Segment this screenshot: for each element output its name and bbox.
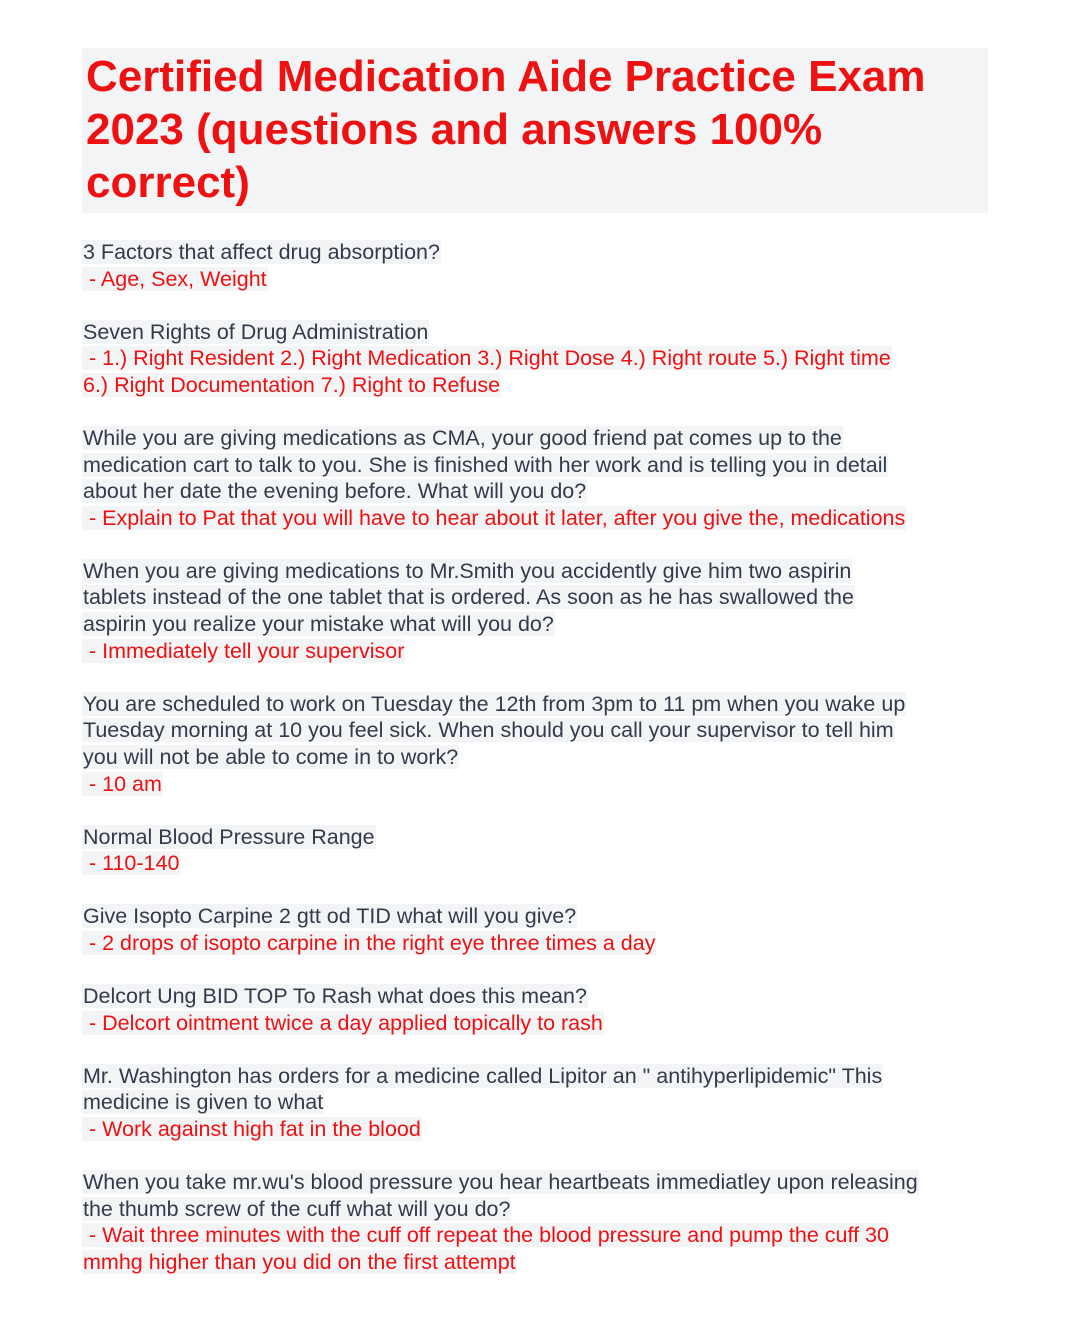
answer-line bbox=[82, 1222, 988, 1249]
answer-line bbox=[82, 930, 988, 957]
answer-line bbox=[82, 266, 988, 293]
question-text: medicine is given to what bbox=[83, 1090, 324, 1115]
question-line bbox=[82, 1089, 988, 1116]
qa-item bbox=[82, 824, 988, 877]
answer-line bbox=[82, 1010, 988, 1037]
qa-item bbox=[82, 903, 988, 956]
answer-text: - Immediately tell your supervisor bbox=[83, 638, 405, 663]
question-line bbox=[82, 319, 988, 346]
question-line bbox=[82, 717, 988, 744]
answer-text: - 2 drops of isopto carpine in the right eye three times a day bbox=[83, 930, 656, 955]
question-text: Tuesday morning at 10 you feel sick. When should you call your supervisor to tell him bbox=[83, 718, 894, 743]
question-line bbox=[82, 903, 988, 930]
answer-line bbox=[82, 372, 988, 399]
title-block bbox=[82, 48, 988, 213]
qa-item bbox=[82, 319, 988, 399]
document-page bbox=[82, 48, 988, 1302]
question-text: Seven Rights of Drug Administration bbox=[83, 319, 429, 344]
question-line bbox=[82, 744, 988, 771]
answer-text: - Work against high fat in the blood bbox=[83, 1116, 421, 1141]
question-text: tablets instead of the one tablet that is ordered. As soon as he has swallowed the bbox=[83, 585, 854, 610]
question-text: Mr. Washington has orders for a medicine called Lipitor an " antihyperlipidemic" This bbox=[83, 1063, 883, 1088]
question-line bbox=[82, 1063, 988, 1090]
question-text: Normal Blood Pressure Range bbox=[83, 824, 375, 849]
answer-line bbox=[82, 1116, 988, 1143]
question-text: medication cart to talk to you. She is finished with her work and is telling you in detail bbox=[83, 452, 888, 477]
document-title bbox=[86, 50, 982, 209]
question-text: You are scheduled to work on Tuesday the 12th from 3pm to 11 pm when you wake up bbox=[83, 691, 906, 716]
question-text: about her date the evening before. What will you do? bbox=[83, 479, 587, 504]
qa-item bbox=[82, 1169, 988, 1275]
qa-item bbox=[82, 425, 988, 531]
question-line bbox=[82, 1169, 988, 1196]
question-line bbox=[82, 558, 988, 585]
question-text: Delcort Ung BID TOP To Rash what does this mean? bbox=[83, 983, 587, 1008]
answer-text: - Wait three minutes with the cuff off repeat the blood pressure and pump the cuff 30 bbox=[83, 1223, 889, 1248]
question-line bbox=[82, 691, 988, 718]
qa-item bbox=[82, 983, 988, 1036]
title-line: correct) bbox=[86, 158, 250, 207]
answer-text: - Explain to Pat that you will have to hear about it later, after you give the, medications bbox=[83, 505, 906, 530]
question-line bbox=[82, 1196, 988, 1223]
answer-text: - 1.) Right Resident 2.) Right Medication 3.) Right Dose 4.) Right route 5.) Right time bbox=[83, 346, 891, 371]
title-line: 2023 (questions and answers 100% bbox=[86, 105, 823, 154]
answer-line bbox=[82, 638, 988, 665]
qa-item bbox=[82, 691, 988, 797]
title-line: Certified Medication Aide Practice Exam bbox=[86, 52, 926, 101]
question-text: the thumb screw of the cuff what will you do? bbox=[83, 1196, 511, 1221]
question-line bbox=[82, 478, 988, 505]
question-text: 3 Factors that affect drug absorption? bbox=[83, 240, 440, 264]
answer-text: mmhg higher than you did on the first attempt bbox=[83, 1249, 516, 1274]
question-line bbox=[82, 239, 988, 266]
question-text: While you are giving medications as CMA, your good friend pat comes up to the bbox=[83, 425, 842, 450]
question-line bbox=[82, 824, 988, 851]
answer-text: - Age, Sex, Weight bbox=[83, 266, 267, 291]
answer-text: - 110-140 bbox=[83, 851, 180, 876]
qa-item bbox=[82, 558, 988, 664]
answer-line bbox=[82, 771, 988, 798]
question-text: When you are giving medications to Mr.Smith you accidently give him two aspirin bbox=[83, 558, 852, 583]
answer-line bbox=[82, 505, 988, 532]
question-text: Give Isopto Carpine 2 gtt od TID what will you give? bbox=[83, 904, 577, 929]
question-line bbox=[82, 584, 988, 611]
question-line bbox=[82, 611, 988, 638]
answer-text: - Delcort ointment twice a day applied topically to rash bbox=[83, 1010, 603, 1035]
answer-line bbox=[82, 1249, 988, 1276]
answer-text: - 10 am bbox=[83, 771, 162, 796]
answer-line bbox=[82, 850, 988, 877]
answer-line bbox=[82, 345, 988, 372]
qa-list bbox=[82, 239, 988, 1275]
qa-item bbox=[82, 239, 988, 292]
question-line bbox=[82, 983, 988, 1010]
question-line bbox=[82, 425, 988, 452]
qa-item bbox=[82, 1063, 988, 1143]
question-text: When you take mr.wu's blood pressure you hear heartbeats immediatley upon releasing bbox=[83, 1169, 918, 1194]
question-line bbox=[82, 452, 988, 479]
question-text: you will not be able to come in to work? bbox=[83, 744, 459, 769]
answer-text: 6.) Right Documentation 7.) Right to Refuse bbox=[83, 372, 501, 397]
question-text: aspirin you realize your mistake what will you do? bbox=[83, 612, 554, 637]
